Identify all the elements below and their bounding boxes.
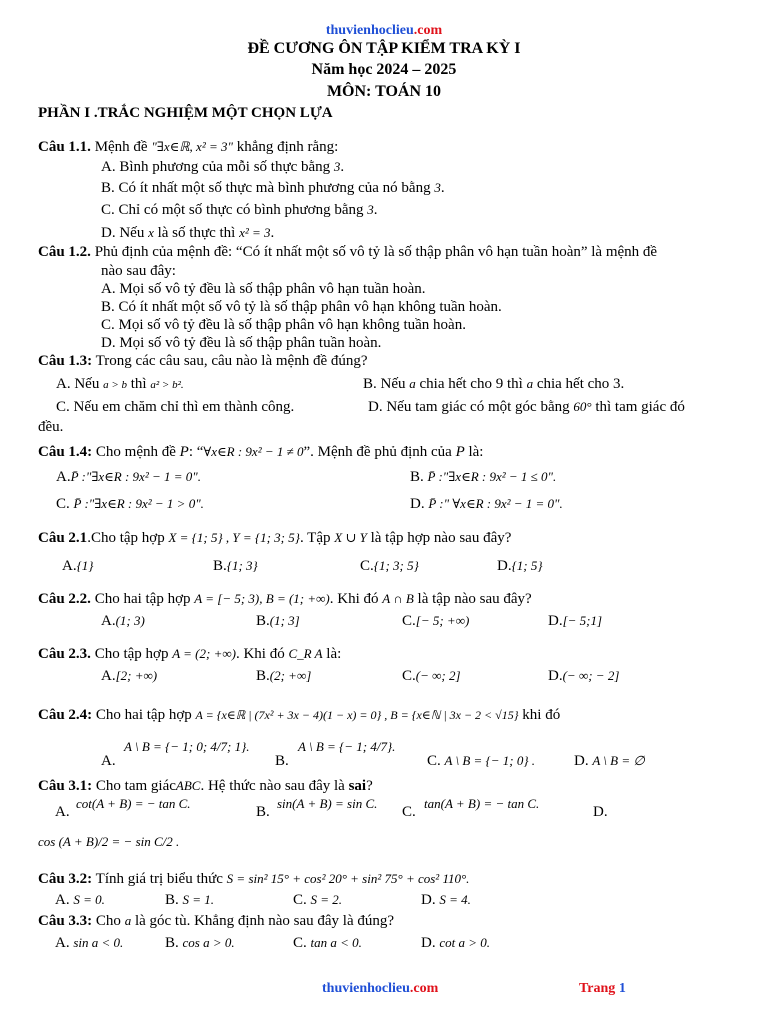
option-a-math: cot(A + B) = − tan C. [76, 796, 191, 811]
option-c: C. A \ B = {− 1; 0} . [427, 753, 536, 769]
option-c: C. Nếu em chăm chỉ thì em thành công. [56, 399, 295, 415]
question-2-4: Câu 2.4: Cho hai tập hợp A = {x∈ℝ | (7x² + 3x − 4)(1 − x) = 0} , B = {x∈ℕ | 3x − 2 < √15} khi đó [38, 707, 561, 723]
option-a: A. S = 0. [55, 892, 105, 908]
option-a: A.(1; 3) [101, 613, 145, 629]
math-expr: "∃x∈ℝ, x² = 3" [151, 139, 233, 154]
option-a: A. [101, 753, 116, 769]
option-b: B.(2; +∞] [256, 668, 312, 684]
option-b: B. Nếu a chia hết cho 9 thì a chia hết cho 3. [363, 376, 625, 392]
option-c: C. Mọi số vô tỷ đều là số thập phân vô hạn không tuần hoàn. [101, 317, 466, 333]
option-b: B.{1; 3} [213, 558, 258, 574]
option-a: A.{1} [62, 558, 94, 574]
option-b: B. Có ít nhất một số vô tỷ là số thập phân vô hạn không tuần hoàn. [101, 299, 502, 315]
question-3-2: Câu 3.2: Tính giá trị biểu thức S = sin² 15° + cos² 20° + sin² 75° + cos² 110°. [38, 871, 470, 887]
question-1-4: Câu 1.4: Cho mệnh đề P: “∀x∈R : 9x² − 1 ≠ 0”. Mệnh đề phủ định của P là: [38, 444, 484, 460]
option-c: C. S = 2. [293, 892, 343, 908]
question-1-1: Câu 1.1. Mệnh đề "∃x∈ℝ, x² = 3" khẳng định rằng: [38, 139, 339, 155]
option-a: A.[2; +∞) [101, 668, 158, 684]
option-b: B.(1; 3] [256, 613, 300, 629]
option-c-math: tan(A + B) = − tan C. [424, 796, 540, 811]
option-b: B. [256, 804, 270, 820]
option-d: D. S = 4. [421, 892, 471, 908]
option-d: D.(− ∞; − 2] [548, 668, 620, 684]
option-a: A. Nếu a > b thì a² > b². [56, 376, 184, 392]
option-a: A.P̄ :"∃x∈R : 9x² − 1 = 0". [56, 469, 201, 485]
option-a-math: A \ B = {− 1; 0; 4/7; 1}. [124, 739, 250, 754]
option-b: B. P̄ :"∃x∈R : 9x² − 1 ≤ 0". [410, 469, 557, 485]
option-b: B. [275, 753, 289, 769]
option-d: D. A \ B = ∅ [574, 753, 645, 769]
option-b-math: sin(A + B) = sin C. [277, 796, 378, 811]
option-b: B. Có ít nhất một số thực mà bình phương của nó bằng 3. [101, 180, 445, 196]
option-d: D. Nếu x là số thực thì x² = 3. [101, 225, 275, 241]
option-d: D. Nếu tam giác có một góc bằng 60° thì tam giác đó [368, 399, 685, 415]
question-2-1: Câu 2.1.Cho tập hợp X = {1; 5} , Y = {1; 3; 5}. Tập X ∪ Y là tập hợp nào sau đây? [38, 530, 512, 546]
option-a: A. sin a < 0. [55, 935, 124, 951]
option-d-cont: đều. [38, 419, 64, 435]
option-d: D. [593, 804, 608, 820]
question-2-2: Câu 2.2. Cho hai tập hợp A = [− 5; 3), B = (1; +∞). Khi đó A ∩ B là tập nào sau đây? [38, 591, 532, 607]
option-c: C.[− 5; +∞) [402, 613, 470, 629]
question-1-2-cont: nào sau đây: [101, 263, 176, 279]
option-d: D.[− 5;1] [548, 613, 603, 629]
option-c: C. tan a < 0. [293, 935, 362, 951]
option-d: D. cot a > 0. [421, 935, 490, 951]
question-3-3: Câu 3.3: Cho a là góc tù. Khẳng định nào sau đây là đúng? [38, 913, 395, 929]
part-heading: PHẦN I .TRẮC NGHIỆM MỘT CHỌN LỰA [38, 105, 333, 121]
option-d-math: cos (A + B)/2 = − sin C/2 . [38, 834, 180, 849]
option-c: C.(− ∞; 2] [402, 668, 461, 684]
question-1-2: Câu 1.2. Phủ định của mệnh đề: “Có ít nhất một số vô tỷ là số thập phân vô hạn tuần hoàn” là mệnh đề [38, 244, 658, 260]
option-d: D. P̄ :" ∀x∈R : 9x² − 1 = 0". [410, 496, 563, 512]
doc-title: ĐỀ CƯƠNG ÔN TẬP KIỂM TRA KỲ I [247, 40, 521, 57]
school-year: Năm học 2024 – 2025 [311, 61, 457, 78]
option-a: A. Bình phương của mỗi số thực bằng 3. [101, 159, 345, 175]
page-number: Trang 1 [579, 981, 626, 996]
question-3-1: Câu 3.1: Cho tam giácABC. Hệ thức nào sau đây là sai? [38, 778, 373, 794]
question-2-3: Câu 2.3. Cho tập hợp A = (2; +∞). Khi đó C_R A là: [38, 646, 342, 662]
option-b: B. S = 1. [165, 892, 215, 908]
subject: MÔN: TOÁN 10 [326, 83, 442, 100]
site-logo-bottom: thuvienhoclieu.com [322, 981, 439, 996]
option-d: D. Mọi số vô tỷ đều là số thập phân tuần hoàn. [101, 335, 382, 351]
option-d: D.{1; 5} [497, 558, 543, 574]
option-b: B. cos a > 0. [165, 935, 235, 951]
question-1-3: Câu 1.3: Trong các câu sau, câu nào là mệnh đề đúng? [38, 353, 368, 369]
option-a: A. Mọi số vô tỷ đều là số thập phân vô hạn tuần hoàn. [101, 281, 426, 297]
option-a: A. [55, 804, 70, 820]
option-c: C. [402, 804, 416, 820]
option-c: C. P̄ :"∃x∈R : 9x² − 1 > 0". [56, 496, 204, 512]
option-c: C.{1; 3; 5} [360, 558, 419, 574]
site-logo-top: thuvienhoclieu.com [325, 23, 443, 38]
option-c: C. Chỉ có một số thực có bình phương bằng 3. [101, 202, 378, 218]
option-b-math: A \ B = {− 1; 4/7}. [298, 739, 396, 754]
